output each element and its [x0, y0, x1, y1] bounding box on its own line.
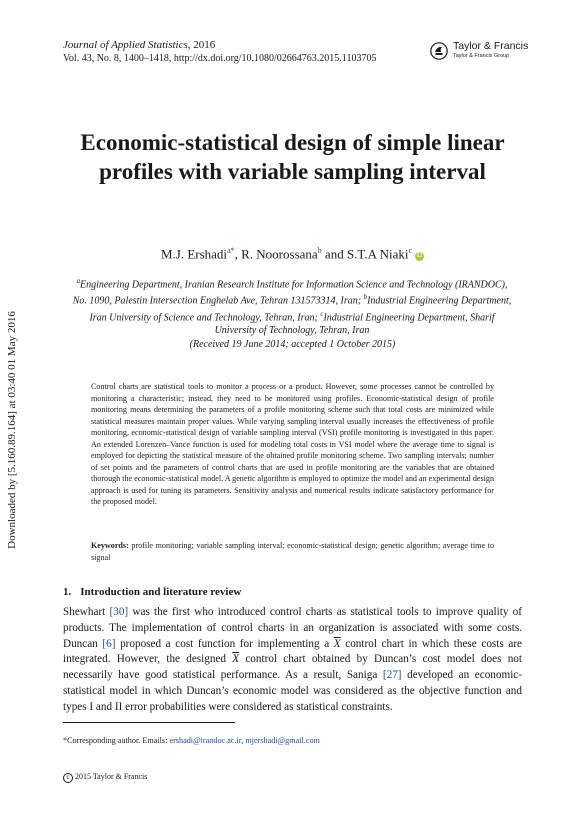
section-number: 1. [63, 586, 72, 598]
author-separator: and [321, 246, 347, 262]
affiliations [72, 275, 512, 337]
author-3: S.T.A Niaki [346, 246, 409, 262]
title-line-2: profiles with variable sampling interval [99, 159, 486, 184]
author-2-affil[interactable]: b [317, 246, 322, 255]
email-link[interactable]: mjershadi@gmail.com [245, 736, 320, 745]
author-2: R. Noorossana [241, 246, 318, 262]
citation-link[interactable]: [30] [109, 606, 129, 618]
affil-b: Industrial Engineering Department, Iran University of Science and Technology, Tehran, Iran; [89, 295, 512, 323]
affil-c-marker: c [320, 309, 324, 318]
xbar-symbol: $\overline{X}$ [333, 637, 341, 650]
journal-header [63, 38, 376, 66]
body-text: proposed a cost function for implementing a [115, 637, 334, 650]
keywords-text: profile monitoring; variable sampling interval; economic-statistical design; genetic algorithm; average time to signal [91, 541, 494, 562]
footnote-prefix: *Corresponding author. Emails: [63, 736, 170, 745]
keywords [91, 540, 494, 563]
paper-title [40, 128, 545, 186]
affil-a: Engineering Department, Iranian Research Institute for Information Science and Technology (IRANDOC), No. 1090, Palestin Intersection Enghelab Ave, Tehran 131573314, Iran; [72, 279, 508, 307]
copyright [63, 771, 147, 783]
orcid-icon[interactable]: iD [416, 253, 423, 260]
footnote [63, 735, 320, 746]
copyright-icon: c [63, 773, 73, 783]
body-text: was the first who introduced control charts as statistical tools to improve quality of products. The implementation of control charts in an organization is associated with some costs. Duncan [63, 606, 522, 650]
author-separator: , [234, 246, 242, 262]
body-paragraph [63, 605, 522, 716]
affil-c: Industrial Engineering Department, Sharif University of Technology, Tehran, Iran [214, 311, 495, 336]
title-line-1: Economic-statistical design of simple linear [80, 130, 505, 155]
abstract: Control charts are statistical tools to monitor a process or a product. However, some processes cannot be controlled by monitoring a characteristic; instead, they need to be monitored using profiles. Economic-statistical design of profile monitoring means determining the parameters of a profile monitoring scheme such that total costs are minimized while statistical measures maintain proper values. While varying sampling interval usually increases the effectiveness of profile monitoring, economic-statistical design of variable sampling interval (VSI) profile monitoring is investigated in this paper. An extended Lorenzen–Vance function is used for modeling total costs in VSI model where the average time to signal is employed for depicting the statistical measure of the obtained profile monitoring scheme. Two sampling intervals; number of set points and the parameters of control charts that are used in profile monitoring are the variables that are obtained thorough the economic-statistical model. A genetic algorithm is employed to optimize the model and an experimental design approach is used for tuning its parameters. Sensitivity analysis and numerical results indicate satisfactory performance for the proposed model. [91, 382, 495, 507]
footnote-separator: , [241, 736, 246, 745]
received-dates: (Received 19 June 2014; accepted 1 October 2015) [189, 339, 396, 350]
section-heading [63, 585, 241, 599]
journal-volume-doi[interactable]: Vol. 43, No. 8, 1400–1418, http://dx.doi.org/10.1080/02664763.2015.1103705 [63, 53, 377, 64]
download-note-text: Downloaded by [5.160.89.164] at 03:40 01 May 2016 [6, 311, 18, 549]
body-text: control chart in which these costs are integrated. However, the designed [63, 637, 523, 666]
journal-year: , 2016 [187, 39, 216, 51]
affil-b-marker: b [363, 293, 368, 302]
xbar-symbol: $\overline{X}$ [232, 653, 240, 666]
body-text: control chart obtained by Duncan’s cost model does not necessarily have good statistical performance. As a result, Saniga [63, 653, 522, 682]
body-text: developed an economic-statistical model in which Duncan’s economic model was considered as the objective function and types I and II error probabilities were considered as statistical constraints. [63, 669, 523, 713]
citation-link[interactable]: [27] [382, 669, 402, 682]
publisher-logo [430, 40, 540, 66]
author-list [40, 243, 545, 262]
taylor-francis-lamp-icon [430, 40, 448, 62]
affil-a-marker: a [76, 277, 80, 285]
copyright-text: 2015 Taylor & Francis [73, 772, 148, 781]
footnote-rule [63, 722, 235, 723]
keywords-label: Keywords: [91, 541, 129, 550]
journal-name: Journal of Applied Statistics [63, 39, 188, 51]
publisher-group: Taylor & Francis Group [453, 53, 510, 59]
author-1-affil[interactable]: a* [227, 246, 235, 255]
download-note [2, 300, 22, 560]
publisher-name: Taylor & Francis [453, 40, 529, 52]
section-title: Introduction and literature review [80, 586, 242, 598]
author-3-affil[interactable]: c [408, 246, 413, 255]
email-link[interactable]: ershadi@irandoc.ac.ir [169, 736, 242, 745]
citation-link[interactable]: [6] [102, 637, 116, 650]
author-1: M.J. Ershadi [160, 246, 228, 262]
body-text: Shewhart [63, 606, 110, 618]
